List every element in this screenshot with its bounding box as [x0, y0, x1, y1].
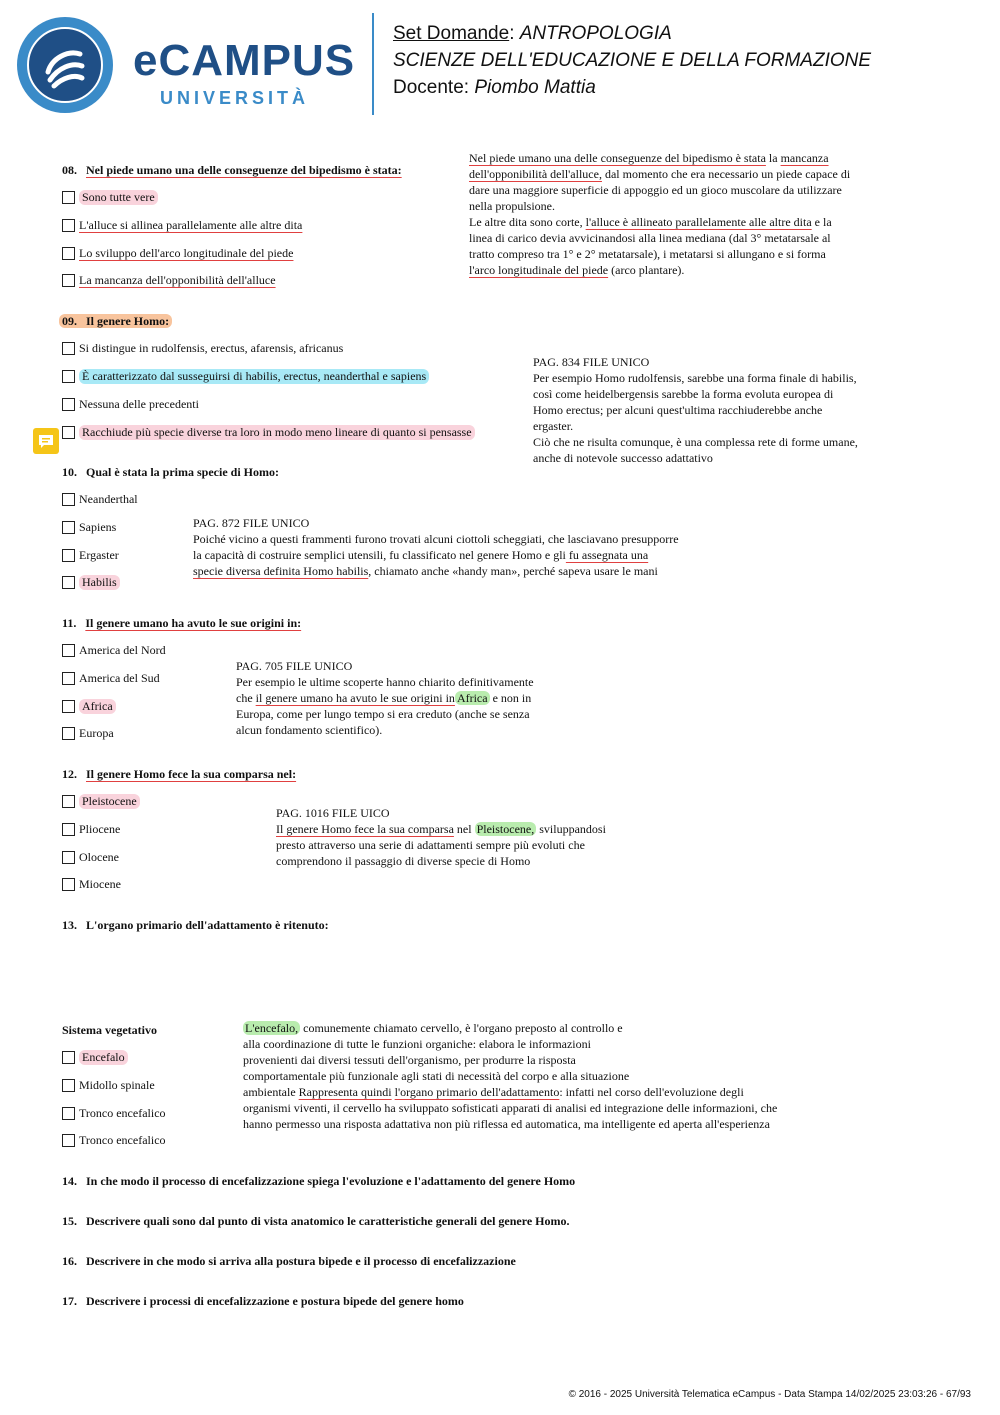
- q13-option-1: Sistema vegetativo: [62, 1023, 157, 1037]
- q09-option-4[interactable]: Racchiude più specie diverse tra loro in modo meno lineare di quanto si pensasse: [62, 424, 475, 440]
- q12-option-2[interactable]: Pliocene: [62, 821, 120, 837]
- question-08: 08. Nel piede umano una delle conseguenze del bipedismo è stata:: [62, 163, 402, 177]
- checkbox[interactable]: [62, 521, 75, 534]
- q10-option-3[interactable]: Ergaster: [62, 547, 119, 563]
- q12-option-4[interactable]: Miocene: [62, 876, 121, 892]
- question-16: 16. Descrivere in che modo si arriva alla postura bipede e il processo di encefalizzazione: [62, 1254, 516, 1268]
- set-label: Set Domande: [393, 23, 510, 44]
- question-09: 09. Il genere Homo:: [59, 314, 172, 329]
- q13-option-3[interactable]: Midollo spinale: [62, 1077, 155, 1093]
- question-12: 12. Il genere Homo fece la sua comparsa nel:: [62, 767, 297, 781]
- comment-icon[interactable]: [33, 428, 59, 454]
- q13-note: L'encefalo, comunemente chiamato cervello, è l'organo preposto al controllo e alla coordinazione di tutte le funzioni organiche: elabora le informazioni provenienti dai diversi tessuti dell'organismo, per produrre la risposta comportamentale più funzionale agli stati di necessità del corpo e alla situazione ambientale Rappresenta quindi l'organo primario dell'adattamento: infatti nel corso dell'evoluzione degli organismi viventi, il cervello ha sviluppato sofisticati apparati di analisi ed integrazione delle informazioni, che hanno permesso una risposta adattativa non più riflessa ed automatica, ma intelligente ed aperta all'esperienza: [243, 1021, 778, 1131]
- q09-option-1[interactable]: Si distingue in rudolfensis, erectus, afarensis, africanus: [62, 340, 343, 356]
- q12-option-1[interactable]: Pleistocene: [62, 793, 140, 809]
- q12-option-3[interactable]: Olocene: [62, 849, 119, 865]
- course-title: SCIENZE DELL'EDUCAZIONE E DELLA FORMAZIONE: [393, 50, 872, 71]
- q12-note: PAG. 1016 FILE UICO Il genere Homo fece la sua comparsa nel Pleistocene, sviluppandosi presto attraverso una serie di adattamenti sempre più evoluti che comprendono il passaggio di diverse specie di Homo: [276, 806, 606, 868]
- checkbox[interactable]: [62, 700, 75, 713]
- q08-option-1[interactable]: Sono tutte vere: [62, 189, 158, 205]
- q08-option-2[interactable]: L'alluce si allinea parallelamente alle altre dita: [62, 217, 302, 233]
- logo-mark-icon: [38, 38, 92, 92]
- checkbox[interactable]: [62, 370, 75, 383]
- checkbox[interactable]: [62, 644, 75, 657]
- question-10: 10. Qual è stata la prima specie di Homo:: [62, 465, 279, 479]
- q09-option-3[interactable]: Nessuna delle precedenti: [62, 396, 199, 412]
- checkbox[interactable]: [62, 342, 75, 355]
- checkbox[interactable]: [62, 823, 75, 836]
- checkbox[interactable]: [62, 672, 75, 685]
- checkbox[interactable]: [62, 247, 75, 260]
- q11-option-4[interactable]: Europa: [62, 725, 114, 741]
- docente-line: Docente: Piombo Mattia: [393, 77, 596, 98]
- q13-option-4[interactable]: Tronco encefalico: [62, 1105, 166, 1121]
- q11-option-3[interactable]: Africa: [62, 698, 116, 714]
- checkbox[interactable]: [62, 1051, 75, 1064]
- question-text: Qual è stata la prima specie di Homo:: [86, 465, 279, 479]
- checkbox[interactable]: [62, 274, 75, 287]
- checkbox[interactable]: [62, 1134, 75, 1147]
- q11-note: PAG. 705 FILE UNICO Per esempio le ultime scoperte hanno chiarito definitivamente che il genere umano ha avuto le sue origini in Africa e non in Europa, come per lungo tempo si era creduto (anche se senza alcun fondamento scientifico).: [236, 659, 534, 737]
- q08-option-3[interactable]: Lo sviluppo dell'arco longitudinale del piede: [62, 245, 293, 261]
- q08-option-4[interactable]: La mancanza dell'opponibilità dell'alluce: [62, 272, 276, 288]
- q11-option-1[interactable]: America del Nord: [62, 642, 166, 658]
- q10-option-1[interactable]: Neanderthal: [62, 491, 138, 507]
- q08-note: Nel piede umano una delle conseguenze del bipedismo è stata la mancanza dell'opponibilità dell'alluce, dal momento che era necessario un piede capace di dare una maggiore superficie di appoggio ed un gioco muscolare da utilizzare nella propulsione. Le altre dita sono corte, l'alluce è allineato parallelamente alle altre dita e la linea di carico devia avvicinandosi alla linea mediana (dal 3° metatarsale al tratto compreso tra 1° e 2° metatarsale), i metatarsi si allungano e si forma l'arco longitudinale del piede (arco plantare).: [469, 151, 851, 277]
- q10-option-4[interactable]: Habilis: [62, 574, 120, 590]
- q11-option-2[interactable]: America del Sud: [62, 670, 160, 686]
- logo-wordmark: eCAMPUS: [133, 36, 356, 85]
- question-text: Il genere Homo:: [86, 314, 170, 328]
- q09-note: PAG. 834 FILE UNICO Per esempio Homo rudolfensis, sarebbe una forma finale di habilis, così come heidelbergensis sarebbe la forma evoluta europea di Homo erectus; per alcuni quest'ultima racchiuderebbe anche ergaster. Ciò che ne risulta comunque, è una complessa rete di forme umane, anche di notevole successo adattativo: [533, 355, 858, 465]
- question-text: Il genere Homo fece la sua comparsa nel:: [86, 767, 297, 781]
- checkbox[interactable]: [62, 398, 75, 411]
- q13-option-5[interactable]: Tronco encefalico: [62, 1132, 166, 1148]
- checkbox[interactable]: [62, 549, 75, 562]
- q10-note: PAG. 872 FILE UNICO Poiché vicino a questi frammenti furono trovati alcuni ciottoli scheggiati, che lasciavano presupporre la capacità di costruire semplici utensili, fu classificato nel genere Homo e gli fu assegnata una specie diversa definita Homo habilis, chiamato anche «handy man», perché sapeva usare le mani: [193, 516, 679, 578]
- question-text: L'organo primario dell'adattamento è ritenuto:: [86, 918, 329, 932]
- docente-name: Piombo Mattia: [474, 77, 596, 98]
- question-14: 14. In che modo il processo di encefalizzazione spiega l'evoluzione e l'adattamento del genere Homo: [62, 1174, 576, 1188]
- question-13: 13. L'organo primario dell'adattamento è ritenuto:: [62, 918, 329, 932]
- question-text: Il genere umano ha avuto le sue origini in:: [85, 616, 302, 630]
- logo-subtitle: UNIVERSITÀ: [160, 88, 310, 108]
- subject: ANTROPOLOGIA: [519, 23, 672, 44]
- checkbox[interactable]: [62, 493, 75, 506]
- checkbox[interactable]: [62, 878, 75, 891]
- checkbox[interactable]: [62, 426, 75, 439]
- checkbox[interactable]: [62, 191, 75, 204]
- q13-option-2[interactable]: Encefalo: [62, 1049, 128, 1065]
- checkbox[interactable]: [62, 219, 75, 232]
- question-11: 11. Il genere umano ha avuto le sue origini in:: [62, 616, 302, 630]
- question-17: 17. Descrivere i processi di encefalizzazione e postura bipede del genere homo: [62, 1294, 464, 1308]
- header-set-line: Set Domande: ANTROPOLOGIA: [393, 23, 672, 44]
- checkbox[interactable]: [62, 727, 75, 740]
- q09-option-2[interactable]: È caratterizzato dal susseguirsi di habilis, erectus, neanderthal e sapiens: [62, 368, 429, 384]
- checkbox[interactable]: [62, 1107, 75, 1120]
- checkbox[interactable]: [62, 851, 75, 864]
- question-text: Nel piede umano una delle conseguenze del bipedismo è stata:: [86, 163, 402, 177]
- q10-option-2[interactable]: Sapiens: [62, 519, 116, 535]
- checkbox[interactable]: [62, 1079, 75, 1092]
- checkbox[interactable]: [62, 576, 75, 589]
- header-divider: [372, 13, 374, 115]
- question-15: 15. Descrivere quali sono dal punto di vista anatomico le caratteristiche generali del genere Homo.: [62, 1214, 570, 1228]
- page-footer: © 2016 - 2025 Università Telematica eCampus - Data Stampa 14/02/2025 23:03:26 - 67/93: [568, 1389, 971, 1400]
- checkbox[interactable]: [62, 795, 75, 808]
